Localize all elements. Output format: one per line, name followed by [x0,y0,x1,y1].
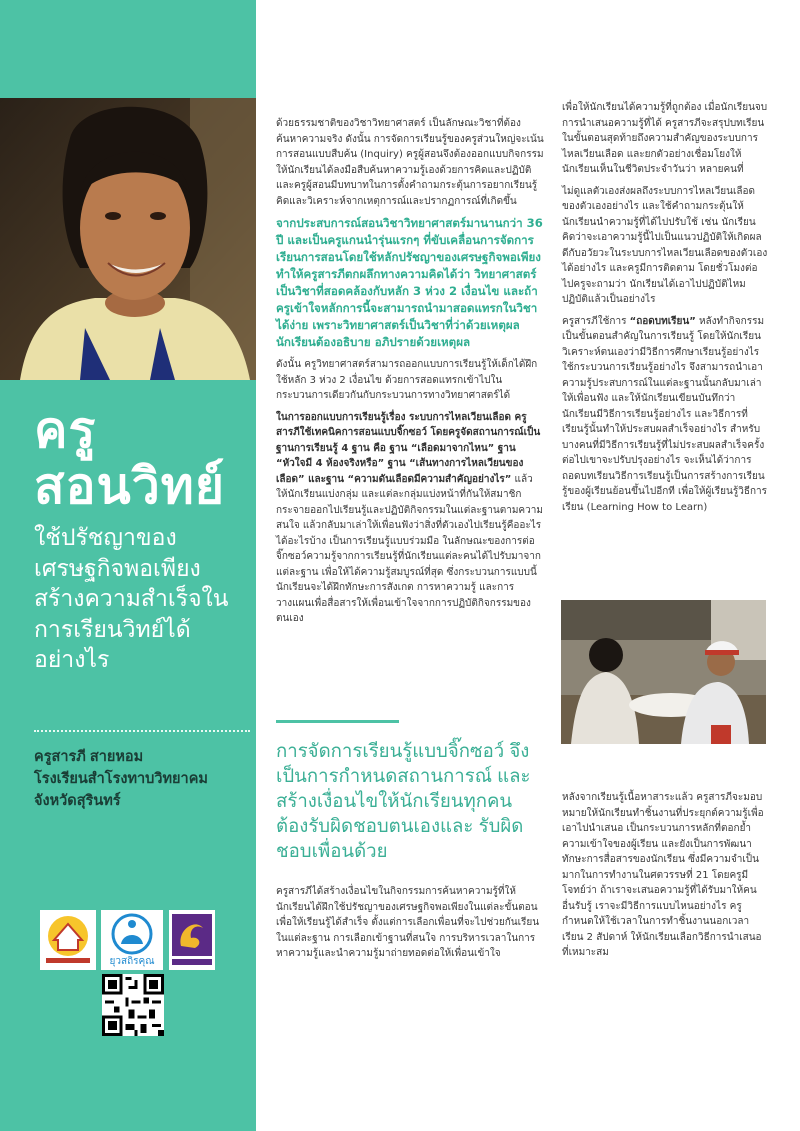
author-school: โรงเรียนสำโรงทาบวิทยาคม [34,771,208,787]
author-block [34,746,249,812]
qr-code[interactable] [102,974,164,1036]
siam-kammajol-logo [169,910,215,970]
article-column-1 [276,116,544,633]
jigsaw-process-text: แล้วให้นักเรียนแบ่งกลุ่ม และแต่ละกลุ่มแบ่งหน้าที่กันให้สมาชิกกระจายออกไปเรียนรู้และปฏิบัติกิจกรรมในแต่ละฐานตามความสนใจ แล้วกลับมาเล่าให้เพื่อนฟังว่าสิ่งที่ตัวเองไปเรียนรู้คืออะไร ได้อะไรบ้าง เป็นการเรียนรู้แบบร่วมมือ ในลักษณะของการต่อจิ๊กซอว์ความรู้จากการเรียนรู้ที่นักเรียนแต่ละคนได้ไปรับมาจากแต่ละฐาน เพื่อให้ได้ความรู้สมบูรณ์ที่สุด ซึ่งกระบวนการแบบนี้ นักเรียนจะได้ฝึกทักษะการสังเกต การหาความรู้ และการวางแผนเพื่อสื่อสารให้เพื่อนเข้าใจจากการปฏิบัติกิจกรรมของตนเอง [276,473,543,624]
article-title [34,402,249,675]
article-column-1-bottom [276,884,544,968]
title-line-2: สอนวิทย์ [34,458,226,514]
logo2-caption: ยุวสถิรคุณ [109,956,155,967]
paragraph-6: ไม่ดูแลตัวเองส่งผลถึงระบบการไหลเวียนเลือดของตัวเองอย่างไร และใช้คำถามกระตุ้นให้นักเรียนนำความรู้ที่ได้ไปปรับใช้ เช่น นักเรียนคิดว่าจะเอาความรู้นี้ไปเป็นแนวปฏิบัติให้เกิดผลดีกับอวัยวะในระบบการไหลเวียนเลือดของตัวเองได้อย่างไร และครูมีการติดตาม โดยชั่วโมงต่อไปครูจะถามว่า นักเรียนได้เอาไปปฏิบัติไหม ปฏิบัติแล้วเป็นอย่างไร [562,185,768,305]
classroom-photo [561,600,766,744]
quote-rule [276,720,399,723]
jigsaw-bases-text: ในการออกแบบการเรียนรู้เรื่อง ระบบการไหลเวียนเลือด ครูสารภีใช้เทคนิคการสอนแบบจิ๊กซอว์ โดยครูจัดสถานการณ์เป็นฐานการเรียนรู้ 4 ฐาน คือ ฐาน “เลือดมาจากไหน” ฐาน “หัวใจมี 4 ห้องจริงหรือ” ฐาน “เส้นทางการไหลเวียนของเลือด” และฐาน “ความดันเลือดมีความสำคัญอย่างไร” [276,411,541,485]
paragraph-5: เพื่อให้นักเรียนได้ความรู้ที่ถูกต้อง เมื่อนักเรียนจบการนำเสนอความรู้ที่ได้ ครูสารภีจะสรุปบทเรียนในขั้นตอนสุดท้ายถึงความสำคัญของระบบการไหลเวียนเลือด และยกตัวอย่างเชื่อมโยงให้นักเรียนเห็นในชีวิตประจำวันว่า หลายคนที่ [562,102,768,175]
dotted-divider [34,730,250,732]
article-subtitle: ใช้ปรัชญาของเศรษฐกิจพอเพียงสร้างความสำเร็จในการเรียนวิทย์ได้อย่างไร [34,524,229,672]
intro-paragraph: ด้วยธรรมชาติของวิชาวิทยาศาสตร์ เป็นลักษณะวิชาที่ต้องค้นหาความจริง ดังนั้น การจัดการเรียนรู้ของครูส่วนใหญ่จะเน้นการสอนแบบสืบค้น (Inquiry) ครูผู้สอนจึงต้องออกแบบกิจกรรมให้นักเรียนได้ลงมือสืบค้นหาความรู้เองด้วยการคิดและปฏิบัติ และครูผู้สอนมีบทบาทในการตั้งคำถามกระตุ้นการอยากเรียนรู้ คิดและวิเคราะห์จากเหตุการณ์และปรากฏการณ์ที่เกิดขึ้น [276,118,544,207]
author-province: จังหวัดสุรินทร์ [34,793,121,809]
sufficiency-economy-logo [40,910,96,970]
paragraph-4: ครูสารภีได้สร้างเงื่อนไขในกิจกรรมการค้นหาความรู้ที่ให้นักเรียนได้ฝึกใช้ปรัชญาของเศรษฐกิจพอเพียงในแต่ละขั้นตอนเพื่อให้เรียนรู้ได้สำเร็จ ตั้งแต่การเลือกเพื่อนที่จะไปช่วยกันเรียนในแต่ละฐาน การเลือกเข้าฐานที่สนใจ การบริหารเวลาในการหาความรู้และนำความรู้มาถ่ายทอดต่อให้เพื่อนเข้าใจ [276,886,540,959]
author-name: ครูสารภี สายหอม [34,749,144,765]
teacher-portrait [0,98,256,380]
paragraph-3 [276,410,544,627]
article-column-2-bottom [562,790,768,967]
lesson-intro-text: ครูสารภีใช้การ [562,315,630,327]
lesson-term: “ถอดบทเรียน” [629,315,696,327]
yuvasathirakhun-logo [101,910,163,970]
pull-highlight: จากประสบการณ์สอนวิชาวิทยาศาสตร์มานานกว่า 36 ปี และเป็นครูแกนนำรุ่นแรกๆ ที่ขับเคลื่อนการจัดการเรียนการสอนโดยใช้หลักปรัชญาของเศรษฐกิจพอเพียง ทำให้ครูสารภีตกผลึกทางความคิดได้ว่า วิทยาศาสตร์เป็นวิชาที่สอดคล้องกับหลัก 3 ห่วง 2 เงื่อนไข และถ้าครูเข้าใจหลักการนี้จะสามารถนำมาสอดแทรกในวิชาได้ง่าย เพราะวิทยาศาสตร์เป็นวิชาที่ว่าด้วยเหตุผล นักเรียนต้องอธิบาย อภิปรายด้วยเหตุผล [276,216,543,349]
paragraph-2: ดังนั้น ครูวิทยาศาสตร์สามารถออกแบบการเรียนรู้ให้เด็กได้ฝึกใช้หลัก 3 ห่วง 2 เงื่อนไข ด้วยการสอดแทรกเข้าไปในกระบวนการเดียวกันกับกระบวนการทางวิทยาศาสตร์ได้ [276,359,538,401]
pull-quote: การจัดการเรียนรู้แบบจิ๊กซอว์ จึงเป็นการกำหนดสถานการณ์ และสร้างเงื่อนไขให้นักเรียนทุกคน ต้องรับผิดชอบตนเองและ รับผิดชอบเพื่อนด้วย [276,740,531,861]
paragraph-7 [562,314,768,516]
title-line-1: ครู [34,402,97,458]
article-column-2 [562,100,768,521]
lesson-body-text: หลังทำกิจกรรมเป็นขั้นตอนสำคัญในการเรียนรู้ โดยให้นักเรียนวิเคราะห์ตนเองว่ามีวิธีการศึกษาเรียนรู้อย่างไร ใช้กระบวนการเรียนรู้อย่างไร จึงสามารถนำเอาความรู้ประสบการณ์ในแต่ละฐานนั้นกลับมาเล่าให้เพื่อนฟัง และให้นักเรียนเขียนบันทึกว่านักเรียนมีวิธีการเรียนรู้อย่างไร และวิธีการที่เรียนรู้นั้นทำให้ประสบผลสำเร็จอย่างไร สำหรับบางคนที่มีวิธีการเรียนรู้ที่ไม่ประสบผลสำเร็จครั้งต่อไปเขาจะปรับปรุงอย่างไร จะเห็นได้ว่าการถอดบทเรียนวิธีการเรียนรู้เป็นการสร้างการเรียนรู้ของผู้เรียนย้อนขึ้นไปอีกที เพื่อให้ผู้เรียนรู้วิธีการเรียน (Learning How to Learn) [562,315,767,513]
paragraph-8: หลังจากเรียนรู้เนื้อหาสาระแล้ว ครูสารภีจะมอบหมายให้นักเรียนทำชิ้นงานที่ประยุกต์ความรู้เพื่อเอาไปนำเสนอ เป็นกระบวนการหลักที่ตอกย้ำความเข้าใจของผู้เรียน และยังเป็นการพัฒนาทักษะการสื่อสารของนักเรียน ซึ่งมีความจำเป็นมากในการทำงานในศตวรรษที่ 21 โดยครูมีโจทย์ว่า ถ้าเราจะเสนอความรู้ที่ได้รับมาให้คนอื่นรับรู้ เราจะมีวิธีการแบบไหนอย่างไร ครูกำหนดให้ใช้เวลาในการทำชิ้นงานนอกเวลาเรียน 2 สัปดาห์ ให้นักเรียนเลือกวิธีการนำเสนอที่เหมาะสม [562,792,764,958]
